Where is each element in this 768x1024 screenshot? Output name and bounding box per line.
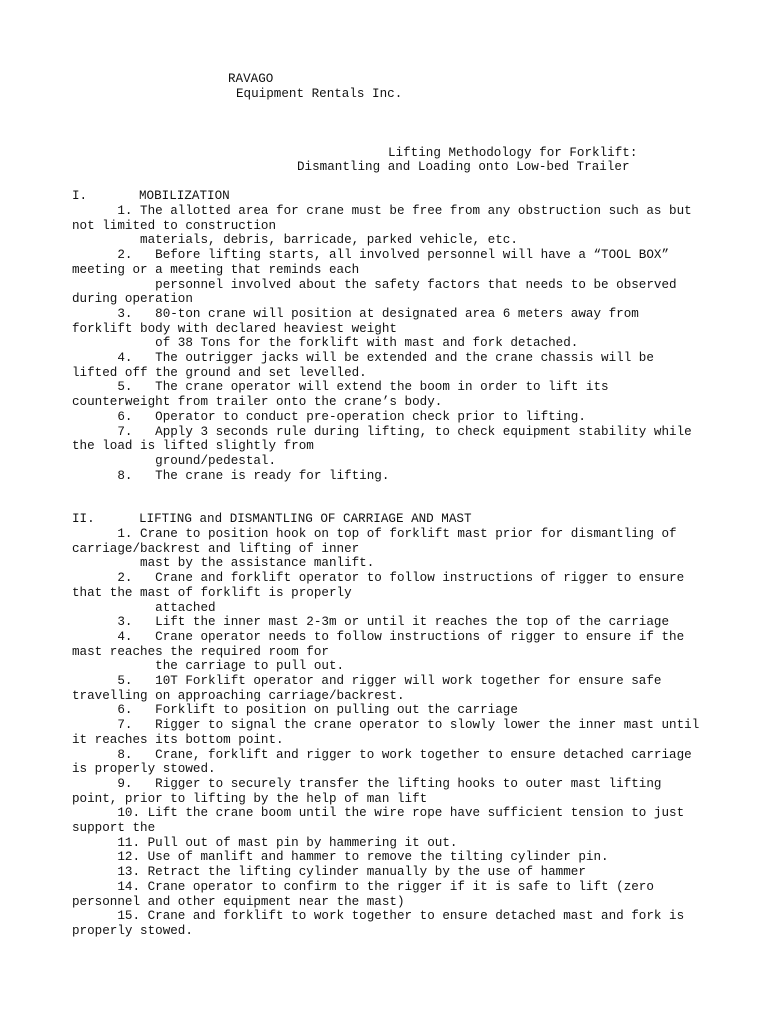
document-line: carriage/backrest and lifting of inner (72, 541, 360, 556)
company-name: RAVAGO (228, 72, 274, 86)
document-line: travelling on approaching carriage/backrest. (72, 688, 405, 703)
document-line: personnel and other equipment near the mast) (72, 894, 405, 909)
document-line: it reaches its bottom point. (72, 732, 284, 747)
document-subtitle: Dismantling and Loading onto Low-bed Trailer (297, 160, 630, 174)
document-line: mast by the assistance manlift. (72, 556, 375, 571)
document-title: Lifting Methodology for Forklift: (388, 146, 638, 160)
document-line: 9. Rigger to securely transfer the lifting hooks to outer mast lifting (72, 776, 662, 791)
document-line: 10. Lift the crane boom until the wire rope have sufficient tension to just (72, 806, 685, 821)
document-line: 3. Lift the inner mast 2-3m or until it reaches the top of the carriage (72, 615, 670, 630)
company-subtitle: Equipment Rentals Inc. (236, 87, 403, 101)
document-line: 8. Crane, forklift and rigger to work together to ensure detached carriage (72, 747, 692, 762)
document-line: is properly stowed. (72, 762, 216, 777)
document-line: that the mast of forklift is properly (72, 585, 352, 600)
document-line: ground/pedestal. (72, 453, 277, 468)
document-line: point, prior to lifting by the help of man lift (72, 791, 428, 806)
document-line: 5. 10T Forklift operator and rigger will work together for ensure safe (72, 674, 662, 688)
document-line: counterweight from trailer onto the crane’s body. (72, 395, 443, 410)
section-numeral: I. (72, 189, 88, 203)
document-line: 4. The outrigger jacks will be extended and the crane chassis will be (72, 351, 654, 365)
document-line: forklift body with declared heaviest weight (72, 321, 397, 336)
document-line: not limited to construction (72, 218, 277, 233)
document-line: 11. Pull out of mast pin by hammering it out. (72, 835, 458, 850)
section-heading: LIFTING and DISMANTLING OF CARRIAGE AND MAST (139, 512, 472, 526)
document-line: 2. Crane and forklift operator to follow instructions of rigger to ensure (72, 571, 685, 586)
document-line: 6. Operator to conduct pre-operation check prior to lifting. (72, 409, 586, 424)
document-line: 4. Crane operator needs to follow instructions of rigger to ensure if the (72, 629, 685, 644)
document-line: properly stowed. (72, 923, 193, 938)
document-line: of 38 Tons for the forklift with mast and fork detached. (72, 336, 579, 351)
document-line: personnel involved about the safety factors that needs to be observed (72, 277, 677, 292)
document-line: 3. 80-ton crane will position at designated area 6 meters away from (72, 306, 639, 321)
document-line: support the (72, 821, 156, 835)
document-line: 7. Rigger to signal the crane operator to slowly lower the inner mast until (72, 718, 700, 733)
document-line: materials, debris, barricade, parked vehicle, etc. (72, 233, 518, 248)
document-line: during operation (72, 292, 193, 307)
document-line: 13. Retract the lifting cylinder manually by the use of hammer (72, 865, 586, 880)
section-numeral: II. (72, 512, 95, 526)
document-line: the carriage to pull out. (72, 659, 345, 674)
document-line: 1. The allotted area for crane must be free from any obstruction such as but (72, 204, 692, 218)
document-line: the load is lifted slightly from (72, 439, 314, 454)
document-line: mast reaches the required room for (72, 644, 329, 659)
document-line: 7. Apply 3 seconds rule during lifting, to check equipment stability while (72, 424, 692, 439)
document-line: 15. Crane and forklift to work together to ensure detached mast and fork is (72, 909, 685, 924)
document-line: attached (72, 600, 216, 615)
document-line: 14. Crane operator to confirm to the rigger if it is safe to lift (zero (72, 879, 654, 894)
document-line: 8. The crane is ready for lifting. (72, 468, 390, 483)
document-line: 12. Use of manlift and hammer to remove the tilting cylinder pin. (72, 850, 609, 865)
document-line: 6. Forklift to position on pulling out the carriage (72, 703, 518, 718)
document-line: 2. Before lifting starts, all involved personnel will have a “TOOL BOX” (72, 248, 670, 263)
document-line: 5. The crane operator will extend the boom in order to lift its (72, 380, 609, 395)
document-line: lifted off the ground and set levelled. (72, 365, 367, 380)
document-line: 1. Crane to position hook on top of forklift mast prior for dismantling of (72, 527, 677, 541)
section-heading: MOBILIZATION (139, 189, 230, 203)
document-line: meeting or a meeting that reminds each (72, 262, 360, 277)
